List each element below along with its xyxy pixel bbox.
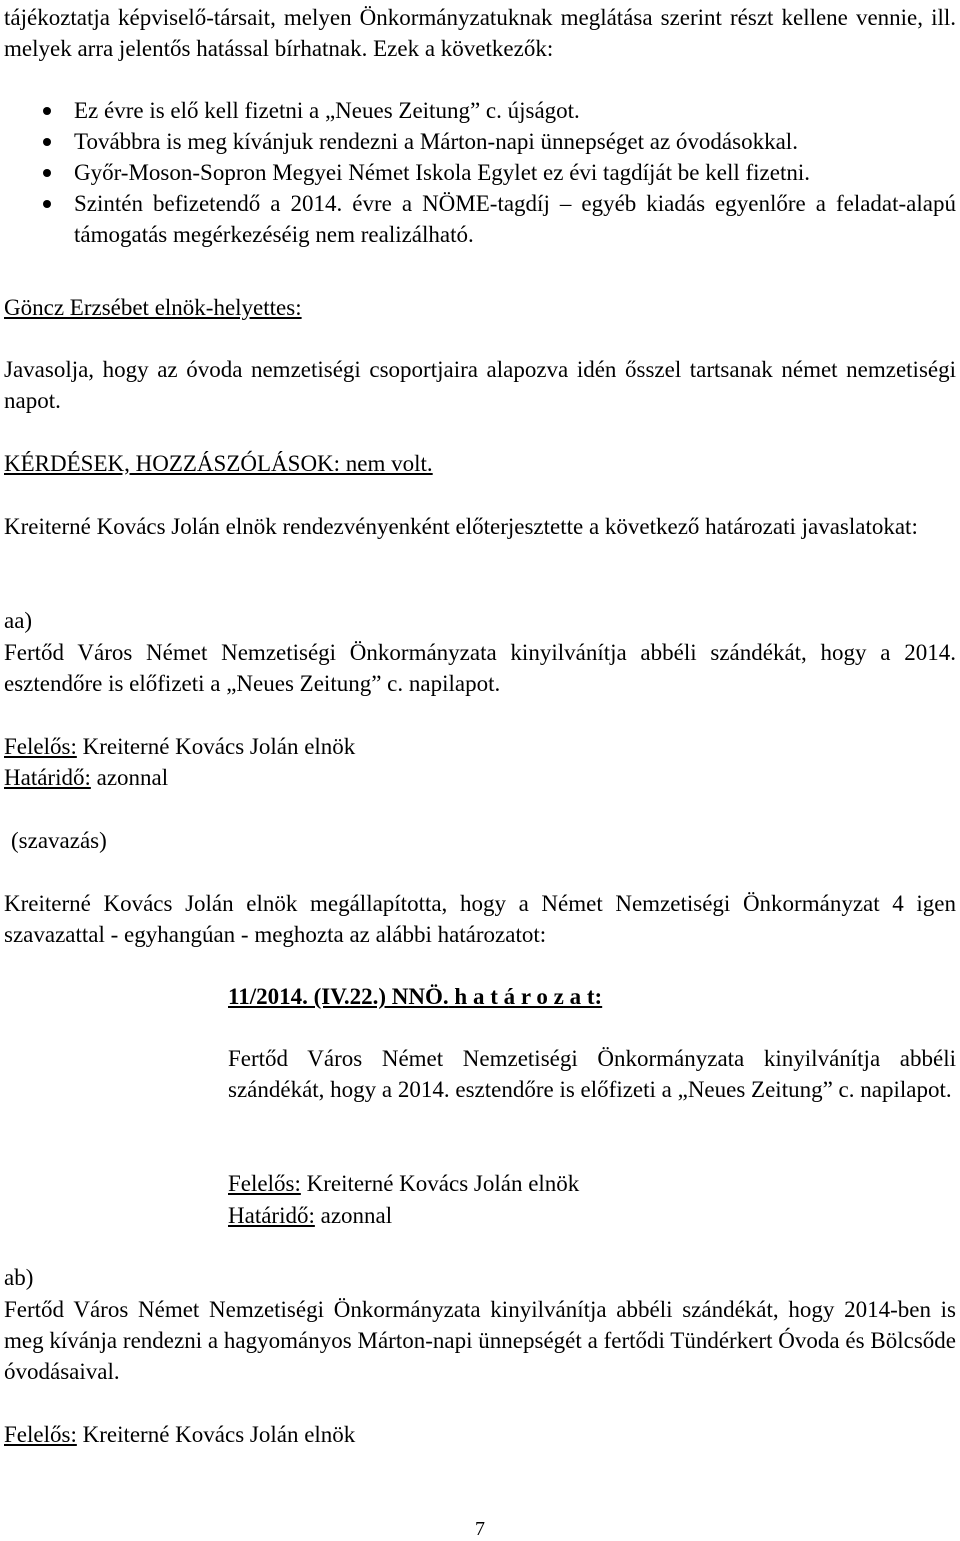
finding-paragraph: Kreiterné Kovács Jolán elnök megállapította, hogy a Német Nemzetiségi Önkormányzat 4 igen szavazattal - egyhangúan - meghozta az alábbi határozatot: <box>4 891 956 947</box>
bullet-icon <box>43 169 51 177</box>
list-item: Győr-Moson-Sopron Megyei Német Iskola Egylet ez évi tagdíját be kell fizetni. <box>0 157 956 188</box>
presented-paragraph: Kreiterné Kovács Jolán elnök rendezvényenként előterjesztette a következő határozati javaslatokat: <box>4 514 918 539</box>
list-item: Ez évre is elő kell fizetni a „Neues Zeitung” c. újságot. <box>0 95 956 126</box>
item-aa-deadline: Határidő: azonnal <box>4 765 169 790</box>
resolution-deadline: Határidő: azonnal <box>228 1203 393 1228</box>
list-item: Szintén befizetendő a 2014. évre a NÖME-tagdíj – egyéb kiadás egyenlőre a feladat-alapú támogatás megérkezéséig nem realizálható. <box>0 188 956 250</box>
bullet-icon <box>43 200 51 208</box>
page-number: 7 <box>475 1518 485 1540</box>
item-ab-responsible: Felelős: Kreiterné Kovács Jolán elnök <box>4 1422 356 1447</box>
proposal-paragraph: Javasolja, hogy az óvoda nemzetiségi csoportjaira alapozva idén ősszel tartsanak német nemzetiségi napot. <box>4 357 956 413</box>
list-item: Továbbra is meg kívánjuk rendezni a Márton-napi ünnepséget az óvodásokkal. <box>0 126 956 157</box>
item-aa-responsible: Felelős: Kreiterné Kovács Jolán elnök <box>4 734 356 759</box>
resolution-title: 11/2014. (IV.22.) NNÖ. h a t á r o z a t: <box>228 984 603 1009</box>
item-aa-label: aa) <box>4 608 33 633</box>
item-aa-text: Fertőd Város Német Nemzetiségi Önkormányzata kinyilvánítja abbéli szándékát, hogy a 2014. esztendőre is előfizeti a „Neues Zeitung” c. napilapot. <box>4 640 956 696</box>
bullet-icon <box>43 138 51 146</box>
bullet-icon <box>43 107 51 115</box>
bullet-list <box>0 95 956 250</box>
speaker-heading: Göncz Erzsébet elnök-helyettes: <box>4 295 302 320</box>
resolution-responsible: Felelős: Kreiterné Kovács Jolán elnök <box>228 1171 580 1196</box>
questions-line: KÉRDÉSEK, HOZZÁSZÓLÁSOK: nem volt. <box>4 451 433 476</box>
intro-paragraph: tájékoztatja képviselő-társait, melyen Önkormányzatuknak meglátása szerint részt kellene vennie, ill. melyek arra jelentős hatással bírhatnak. Ezek a következők: <box>4 5 956 61</box>
vote-note: (szavazás) <box>11 828 107 853</box>
item-ab-label: ab) <box>4 1265 34 1290</box>
item-ab-text: Fertőd Város Német Nemzetiségi Önkormányzata kinyilvánítja abbéli szándékát, hogy 2014-ben is meg kívánja rendezni a hagyományos Márton-napi ünnepségét a fertődi Tündérkert Óvoda és Bölcsőde óvodásaival. <box>4 1297 956 1384</box>
resolution-text: Fertőd Város Német Nemzetiségi Önkormányzata kinyilvánítja abbéli szándékát, hogy a 2014. esztendőre is előfizeti a „Neues Zeitung” c. napilapot. <box>228 1046 956 1102</box>
